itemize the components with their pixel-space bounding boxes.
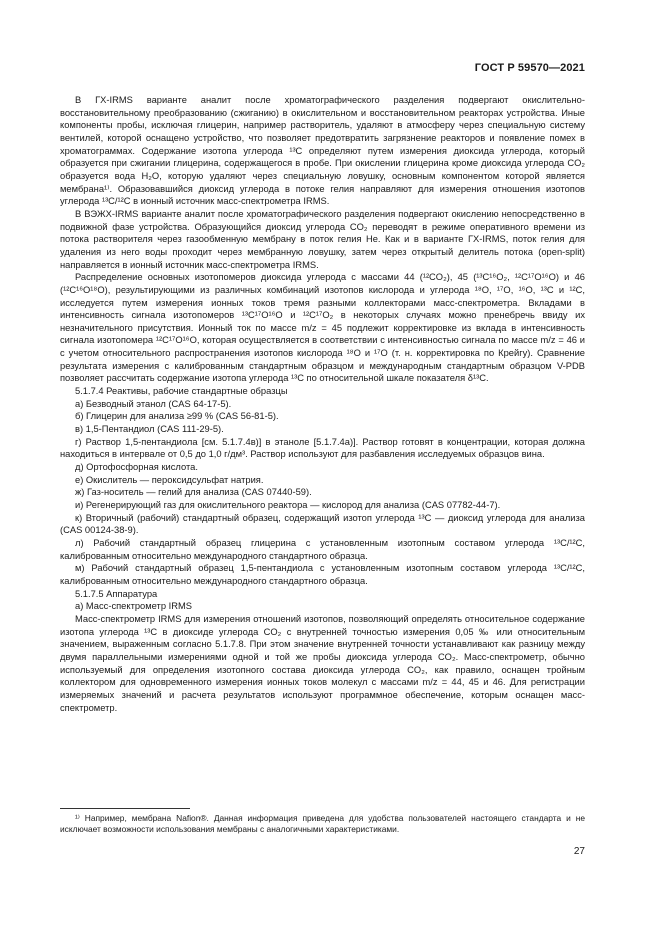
list-item-reagent: г) Раствор 1,5-пентандиола [см. 5.1.7.4в)] в этаноле [5.1.7.4а)]. Раствор готовят в концентрации, которая должна находиться в интервале от 0,5 до 1,0 г/дм³. Раствор используют для разбавления исследуемых образцов вина. <box>60 436 585 460</box>
page-number: 27 <box>573 846 585 857</box>
list-item-reagent: б) Глицерин для анализа ≥99 % (CAS 56-81-5). <box>75 411 279 422</box>
list-item-apparatus: а) Масс-спектрометр IRMS <box>75 601 192 612</box>
list-item-reagent: к) Вторичный (рабочий) стандартный образец, содержащий изотоп углерода ¹³C — диоксид углерода для анализа (CAS 00124-38-9). <box>60 512 585 536</box>
list-item-reagent: а) Безводный этанол (CAS 64-17-5). <box>75 398 232 409</box>
list-item-reagent: ж) Газ-носитель — гелий для анализа (CAS 07440-59). <box>75 487 312 498</box>
document-standard-number: ГОСТ Р 59570—2021 <box>474 62 585 74</box>
list-item-reagent: м) Рабочий стандартный образец 1,5-пентандиола с установленным изотопным составом углерода ¹³C/¹²C, калиброванным относительно международного стандартного образца. <box>60 563 585 586</box>
list-item-reagent: д) Ортофосфорная кислота. <box>75 462 198 473</box>
paragraph-isotopomers: Распределение основных изотопомеров диоксида углерода с массами 44 (¹²CO₂), 45 (¹³C¹⁶O₂, ¹²C¹⁷O¹⁶O) и 46 (¹²C¹⁶O¹⁸O), результирующими из различных комбинаций изотопов кислорода и углерода ¹⁸O, ¹⁷O, ¹⁶O, ¹³C и ¹²C, исследуется путем измерения ионных токов тремя разными коллекторами масс-спектрометра. Вкладами в интенсивность сигнала изотопомеров ¹³C¹⁷O¹⁶O и ¹²C¹⁷O₂ в некоторых случаях можно пренебречь ввиду их незначительного присутствия. Ионный ток по массе m/z = 45 подлежит корректировке из вклада в интенсивность сигнала изотопомера ¹²C¹⁷O¹⁶O, которая осуществляется в соответствии с интенсивностью сигнала по массе m/z = 46 и с учетом относительного распространения изотопов кислорода ¹⁸O и ¹⁷O (т. н. корректировка по Крейгу). Сравнение результата измерения с калиброванным стандартным образцом и международным стандартным образцом V-PDB позволяет рассчитать содержание изотопа углерода ¹³C по относительной шкале показателя δ¹³C. <box>60 272 585 384</box>
section-heading-apparatus: 5.1.7.5 Аппаратура <box>75 588 158 599</box>
list-item-reagent: и) Регенерирующий газ для окислительного реактора — кислород для анализа (CAS 07782-44-7). <box>75 500 501 510</box>
paragraph-gc-irms: В ГХ-IRMS варианте аналит после хроматографического разделения подвергают окислительно-восстановительному преобразованию (сжиганию) в окислительном и восстановительном реакторах устройства. Иные компоненты пробы, исключая глицерин, например растворитель, удаляют в атмосферу через специальную систему вентилей, которой оснащено устройство, что позволяет предотвратить загрязнение реакторов и появление помех в хроматограммах. Содержание изотопа углерода ¹³С определяют путем измерения диоксида углерода, который образуется при сжигании глицерина, содержащегося в пробе. При окислении глицерина кроме диоксида углерода CO₂ образуется вода H₂O, которую удаляют через специальную ловушку, основным компонентом которой является мембрана¹⁾. Образовавшийся диоксид углерода в потоке гелия направляют для измерения отношения изотопов углерода ¹³C/¹²C в ионный источник масс-спектрометра IRMS. <box>60 95 585 207</box>
list-item-reagent: л) Рабочий стандартный образец глицерина с установленным изотопным составом углерода ¹³C/¹²C, калиброванным относительно международного стандартного образца. <box>60 537 585 561</box>
list-item-reagent: е) Окислитель — пероксидсульфат натрия. <box>75 474 264 485</box>
list-item-reagent: в) 1,5-Пентандиол (CAS 111-29-5). <box>75 424 224 435</box>
paragraph-hplc-irms: В ВЭЖХ-IRMS варианте аналит после хроматографического разделения подвергают окислению непосредственно в подвижной фазе устройства. Образующийся диоксид углерода CO₂ переводят в режиме оперативного времени из потока растворителя через газообменную мембрану в поток гелия He. Как и в варианте ГХ-IRMS, поток гелия для удаления из него воды проходит через мембранную ловушку, затем через открытый делитель потока (open-split) направляется в ионный источник масс-спектрометра IRMS. <box>60 208 585 270</box>
section-heading-reagents: 5.1.7.4 Реактивы, рабочие стандартные образцы <box>75 386 288 397</box>
footnote: ¹⁾ Например, мембрана Nafion®. Данная информация приведена для удобства пользователей настоящего стандарта и не исключает возможности использования мембраны с аналогичными характеристиками. <box>60 813 585 834</box>
main-text <box>60 94 585 714</box>
paragraph-mass-spectrometer: Масс-спектрометр IRMS для измерения отношений изотопов, позволяющий определять относительное содержание изотопа углерода ¹³C в диоксиде углерода CO₂ с внутренней точностью измерения 0,05 ‰ или относительным значением, выраженным согласно 5.1.7.8. При этом значение внутренней точности устанавливают как разницу между двумя параллельными измерениями одной и той же пробы диоксида углерода CO₂. Масс-спектрометр, обычно используемый для определения изотопного состава диоксида углерода CO₂, как правило, оснащен тройным коллектором для одновременного измерения ионных токов молекул с массами m/z = 44, 45 и 46. Для регистрации измеряемых значений и расчета результатов используют программное обеспечение, которым оснащен масс-спектрометр. <box>60 613 585 713</box>
footnote-divider <box>60 808 190 809</box>
